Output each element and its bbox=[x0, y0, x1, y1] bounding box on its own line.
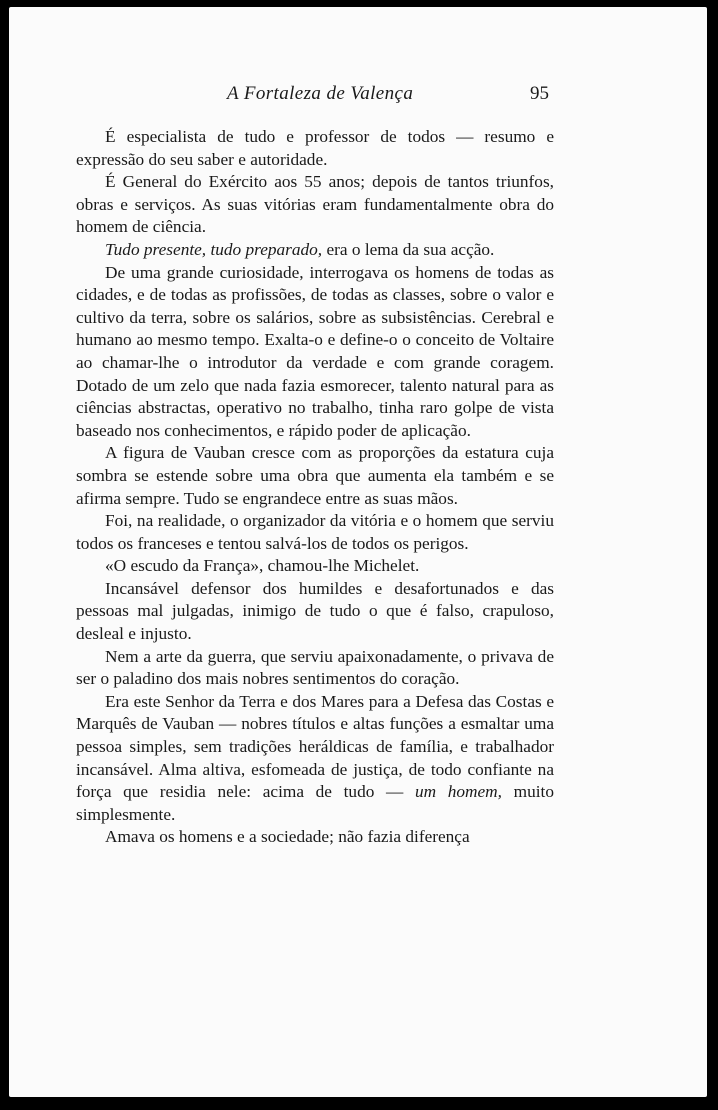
italic-phrase: um homem, bbox=[414, 782, 502, 802]
paragraph-text: Era este Senhor da Terra e dos Mares para a Defesa das Costas e Marquês de Vauban — nobres títulos e altas funções a esmaltar uma pessoa simples, sem tradições heráldicas de família, e trabalhador incansável. Alma altiva, esfomeada de justiça, de todo confiante na força que residia nele: acima de tudo — bbox=[76, 691, 554, 802]
paragraph: A figura de Vauban cresce com as proporções da estatura cuja sombra se estende sobre uma obra que aumenta ela também e se afirma sempre. Tudo se engrandece entre as suas mãos. bbox=[76, 443, 554, 508]
paragraph: Amava os homens e a sociedade; não fazia diferença bbox=[105, 827, 470, 847]
paragraph bbox=[76, 691, 554, 827]
page-number: 95 bbox=[530, 83, 549, 104]
running-title: A Fortaleza de Valença bbox=[227, 83, 414, 104]
paragraph: De uma grande curiosidade, interrogava os homens de todas as cidades, e de todas as profissões, de todas as classes, sobre o valor e cultivo da terra, sobre os salários, sobre as subsistências. Cerebral e humano ao mesmo tempo. Exalta-o e define-o o conceito de Voltaire ao chamar-lhe o introdutor da verdade e com grande coragem. Dotado de um zelo que nada fazia esmorecer, talento natural para as ciências abstractas, operativo no trabalho, tinha raro golpe de vista baseado nos conhecimentos, e rápido poder de aplicação. bbox=[76, 262, 554, 440]
paragraph-text: muito simplesmente. bbox=[76, 782, 554, 824]
paragraph: É especialista de tudo e professor de todos — resumo e expressão do seu saber e autoridade. bbox=[76, 127, 554, 169]
paragraph: «O escudo da França», chamou-lhe Michelet. bbox=[105, 556, 420, 576]
paragraph: Nem a arte da guerra, que serviu apaixonadamente, o privava de ser o paladino dos mais nobres sentimentos do coração. bbox=[76, 646, 554, 689]
paragraph bbox=[76, 239, 554, 262]
book-page bbox=[9, 7, 707, 1097]
paragraph: É General do Exército aos 55 anos; depois de tantos triunfos, obras e serviços. As suas vitórias eram fundamentalmente obra do homem de ciência. bbox=[76, 172, 554, 237]
page-header bbox=[9, 83, 707, 109]
italic-motto: Tudo presente, tudo preparado, bbox=[105, 239, 323, 259]
paragraph: Incansável defensor dos humildes e desafortunados e das pessoas mal julgadas, inimigo de tudo o que é falso, crapuloso, desleal e injusto. bbox=[76, 578, 554, 644]
paragraph-text: era o lema da sua acção. bbox=[322, 239, 495, 259]
page-body bbox=[76, 126, 554, 849]
paragraph: Foi, na realidade, o organizador da vitória e o homem que serviu todos os franceses e tentou salvá-los de todos os perigos. bbox=[76, 511, 554, 553]
